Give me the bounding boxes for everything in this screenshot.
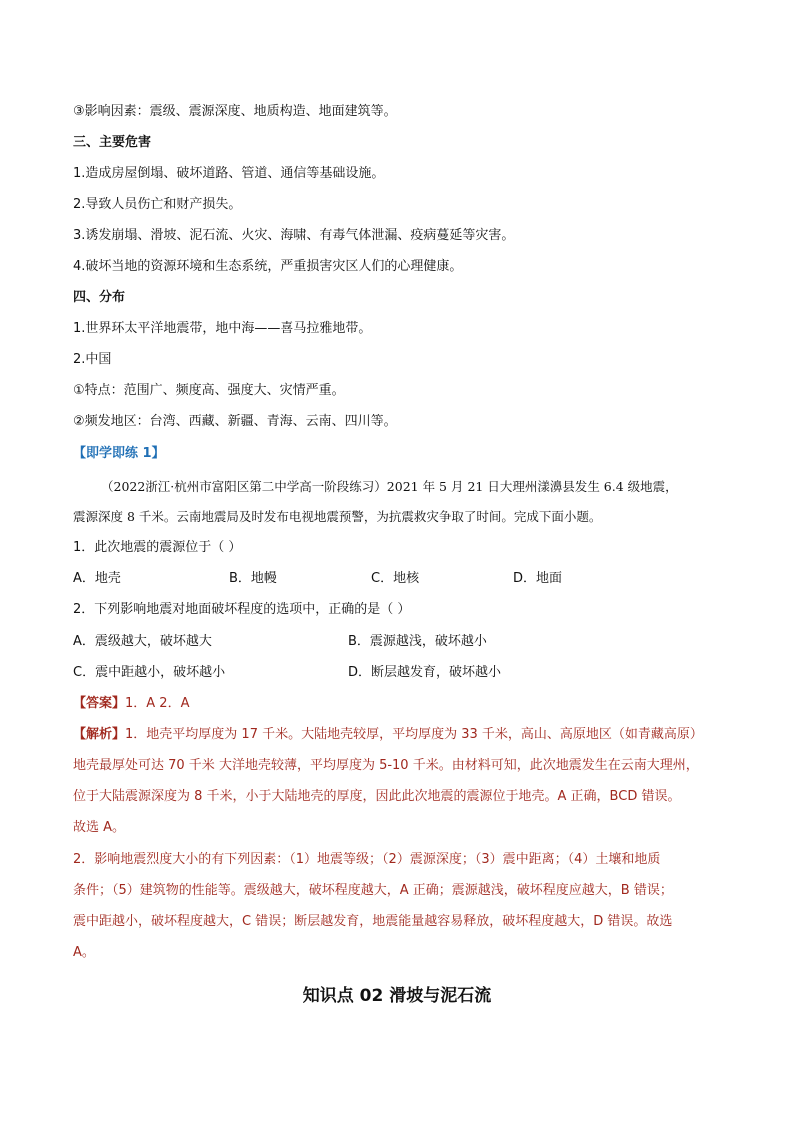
distribution-item-2: 2.中国 xyxy=(73,352,112,367)
q1-option-c: C．地核 xyxy=(371,571,420,586)
knowledge-point-02-title: 知识点 02 滑坡与泥石流 xyxy=(302,986,492,1006)
q1-option-d: D．地面 xyxy=(513,571,563,586)
section-3-heading: 三、主要危害 xyxy=(73,135,152,150)
analysis-line-3: 位于大陆震源深度为 8 千米，小于大陆地壳的厚度，因此此次地震的震源位于地壳。A 正确，BCD 错误。 xyxy=(73,789,681,804)
practice-source-line-2: 震源深度 8 千米。云南地震局及时发布电视地震预警，为抗震救灾争取了时间。完成下面小题。 xyxy=(73,509,602,524)
question-1-stem: 1．此次地震的震源位于（ ） xyxy=(73,540,242,555)
analysis-text-1: 1．地壳平均厚度为 17 千米。大陆地壳较厚，平均厚度为 33 千米，高山、高原地区（如青藏高原） xyxy=(125,727,703,742)
analysis-line-8: A。 xyxy=(73,945,95,960)
practice-label: 【即学即练 1】 xyxy=(73,446,165,461)
question-2-stem: 2．下列影响地震对地面破坏程度的选项中，正确的是（ ） xyxy=(73,602,411,617)
practice-source-line-1: （2022浙江·杭州市富阳区第二中学高一阶段练习）2021 年 5 月 21 日大理州漾濞县发生 6.4 级地震， xyxy=(101,479,678,494)
q1-option-b: B．地幔 xyxy=(229,571,277,586)
analysis-line-1 xyxy=(73,727,703,743)
analysis-line-5: 2．影响地震烈度大小的有下列因素：（1）地震等级；（2）震源深度；（3）震中距离；（4）土壤和地质 xyxy=(73,852,661,867)
analysis-line-2: 地壳最厚处可达 70 千米 大洋地壳较薄，平均厚度为 5-10 千米。由材料可知，此次地震发生在云南大理州， xyxy=(73,758,699,773)
hazard-item-3: 3.诱发崩塌、滑坡、泥石流、火灾、海啸、有毒气体泄漏、疫病蔓延等灾害。 xyxy=(73,228,515,243)
section-4-heading: 四、分布 xyxy=(73,290,126,305)
distribution-item-3: ①特点：范围广、频度高、强度大、灾情严重。 xyxy=(73,383,345,398)
distribution-item-1: 1.世界环太平洋地震带，地中海——喜马拉雅地带。 xyxy=(73,321,372,336)
distribution-item-4: ②频发地区：台湾、西藏、新疆、青海、云南、四川等。 xyxy=(73,414,397,429)
analysis-line-6: 条件；（5）建筑物的性能等。震级越大，破坏程度越大，A 正确；震源越浅，破坏程度应越大，B 错误； xyxy=(73,883,673,898)
analysis-line-7: 震中距越小，破坏程度越大，C 错误；断层越发育，地震能量越容易释放，破坏程度越大，D 错误。故选 xyxy=(73,914,673,929)
hazard-item-1: 1.造成房屋倒塌、破坏道路、管道、通信等基础设施。 xyxy=(73,166,385,181)
analysis-label: 【解析】 xyxy=(73,727,126,742)
q2-option-a: A．震级越大，破坏越大 xyxy=(73,634,212,649)
q2-option-b: B．震源越浅，破坏越小 xyxy=(348,634,487,649)
answer-text: 1．A 2．A xyxy=(125,696,190,711)
answer-label: 【答案】 xyxy=(73,696,126,711)
hazard-item-2: 2.导致人员伤亡和财产损失。 xyxy=(73,197,242,212)
answer-line xyxy=(73,696,189,712)
analysis-line-4: 故选 A。 xyxy=(73,820,126,835)
q2-option-d: D．断层越发育，破坏越小 xyxy=(348,665,502,680)
influence-factors-line: ③影响因素：震级、震源深度、地质构造、地面建筑等。 xyxy=(73,104,397,119)
q2-option-c: C．震中距越小，破坏越小 xyxy=(73,665,226,680)
q1-option-a: A．地壳 xyxy=(73,571,121,586)
hazard-item-4: 4.破坏当地的资源环境和生态系统，严重损害灾区人们的心理健康。 xyxy=(73,259,463,274)
